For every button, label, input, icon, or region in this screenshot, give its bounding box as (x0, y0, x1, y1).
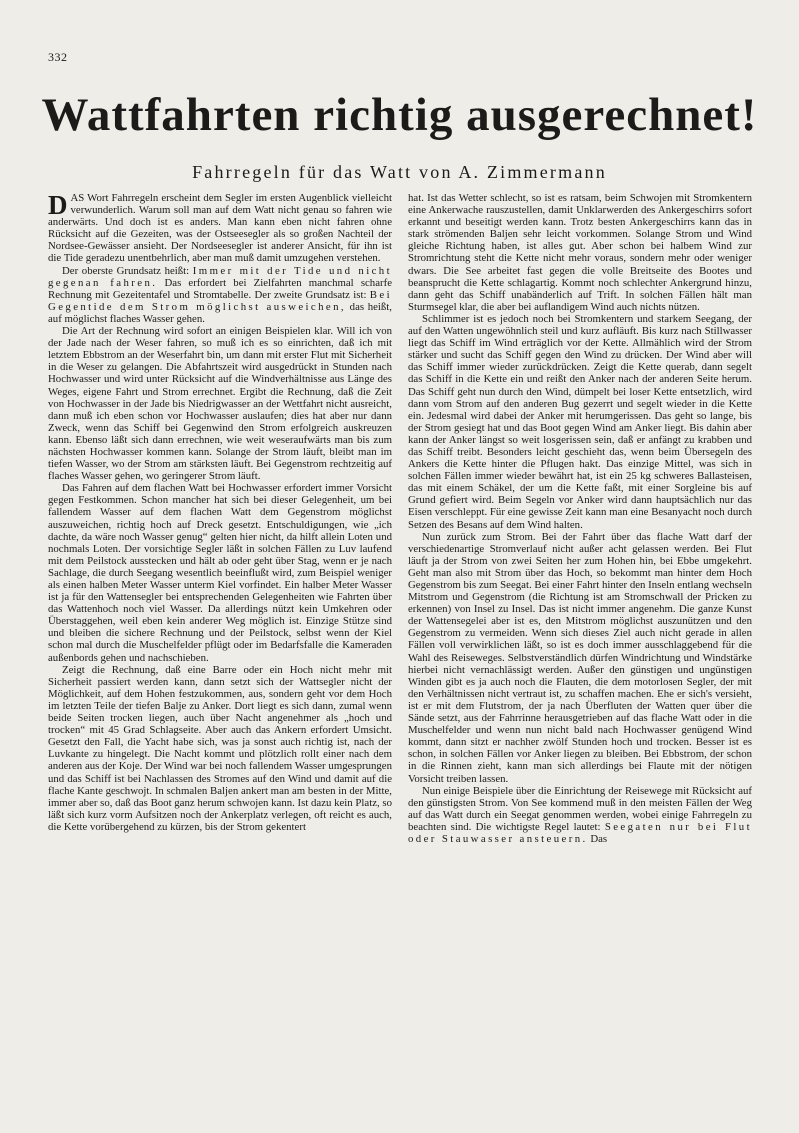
paragraph-text: Das erfordert bei Zielfahrten manchmal scharfe Rechnung mit Gezeitentafel und Stromtabelle. Der zweite Grundsatz ist: (48, 276, 392, 301)
article-title: Wattfahrten richtig ausgerechnet! (41, 89, 758, 141)
paragraph (48, 192, 392, 265)
spaced-rule: Seegaten nur bei Flut oder Stauwasser ansteuern. (408, 820, 752, 845)
paragraph: hat. Ist das Wetter schlecht, so ist es ratsam, beim Schwojen mit Stromkentern eine Ankerwache rauszustellen, damit Unklarwerden des Ankergeschirrs sofort erkannt und beseitigt werden kann. Trotz besten Ankergeschirrs kann das in stark strömenden Baljen sehr leicht vorkommen. Solange Strom und Wind gleiche Richtung haben, ist alles gut. Aber schon bei halbem Wind zur Stromrichtung steht die Kette nicht mehr voraus, sondern mehr oder weniger dwars. Die See arbeitet fast gegen die volle Breitseite des Bootes und beansprucht die Kette schlagartig. Kommt noch schlechter Ankergrund hinzu, dann geht das Schiff unabänderlich auf Trift. In solchen Fällen hält man Sturmsegel klar, die aber bei auflandigem Wind auch nichts nützen. (408, 192, 752, 313)
paragraph (408, 785, 752, 845)
paragraph-text: AS Wort Fahrregeln erscheint dem Segler im ersten Augenblick vielleicht verwunderlich. Warum soll man auf dem Watt nicht genau so fahren wie anderwärts. Und doch ist es anders. Man kann eben nicht fahren ohne Rücksicht auf die Gezeiten, was der Ostseesegler als so großen Nachteil der Nordsee-Gewässer ansieht. Der Nordseesegler ist anderer Ansicht, für ihn ist die Tide geradezu unentbehrlich, aber man muß damit umzugehen verstehen. (48, 192, 392, 265)
article-subtitle: Fahrregeln für das Watt von A. Zimmermann (192, 162, 607, 182)
column-right (408, 192, 752, 1102)
paragraph-text: Der oberste Grundsatz heißt: (62, 264, 193, 277)
paragraph: Nun zurück zum Strom. Bei der Fahrt über das flache Watt darf der verschiedenartige Stromverlauf nicht außer acht gelassen werden. Bei Flut läuft ja der Strom von zwei Seiten her zum Hohen hin, bei Ebbe umgekehrt. Geht man also mit Strom über das Hoch, so bekommt man hinter dem Hoch Gegenstrom bis zum Seegat. Bei einer Fahrt hinter den Inseln entlang wechseln Mitstrom und Gegenstrom (die Richtung ist am Stromschwall der Pricken zu erkennen) von Insel zu Insel. Das ist nicht immer angenehm. Die ganze Kunst der Wattensegelei aber ist es, den Mitstrom möglichst auszunützen und den Gegenstrom zu vermeiden. Wenn sich dieses Ziel auch nicht gerade in allen Fällen voll verwirklichen läßt, so ist es doch immer ausschlaggebend für die Wahl des Reiseweges. Selbstverständlich dürfen Windrichtung und Windstärke hierbei nicht vernachlässigt werden. Außer den günstigen und ungünstigen Winden gibt es ja auch noch die Flauten, die dem motorlosen Segler, der mit den Verhältnissen nicht vertraut ist, zu schaffen machen. Ehe er sich's versieht, ist er mit dem Flutstrom, der ja nach Überfluten der Watten quer über die Sände setzt, aus der Fahrrinne herausgetrieben auf das flache Watt oder in die Muschelfelder und wenn nun nicht bald nach Hochwasser genügend Wind kommt, dann sitzt er nachher zwölf Stunden hoch und trocken. Besser ist es schon, in solchen Fällen vor Anker liegen zu bleiben. Bei Ebbstrom, der schon in die Rinnen zieht, kann man sich allerdings bei Flaute mit der nötigen Vorsicht treiben lassen. (408, 530, 752, 785)
spaced-rule: Bei Gegentide dem Strom möglichst ausweichen, (48, 288, 392, 313)
paragraph-text: Das (587, 832, 608, 845)
drop-cap: D (48, 192, 68, 220)
paragraph: Das Fahren auf dem flachen Watt bei Hochwasser erfordert immer Vorsicht gegen Festkommen. Schon mancher hat sich bei dieser Gelegenheit, um bei fallendem Wasser auf dem flachen Watt dem Gegenstrom möglichst auszuweichen, richtig hoch auf Dreck gesetzt. Entschuldigungen, wie „ich dachte, da wäre noch Wasser genug“ gelten hier nicht, da hilft allein Loten und nochmals Loten. Der vorsichtige Segler läßt in solchen Fällen zu Luv laufend mit dem Peilstock ausstecken und hält ab oder geht über Stag, wenn er je nach Sachlage, die durch Seegang wesentlich beeinflußt wird, zum Beispiel weniger als einen halben Meter Wasser unterm Kiel vorfindet. Ein halber Meter Wasser ist ja für den Wattensegler bei entsprechenden Gelegenheiten wie Fahrten über das Wattenhoch noch viel Wasser. Da allerdings nützt kein Umkehren oder Überstaggehen, weil eben kein anderer Weg möglich ist. Einzige Stütze sind und bleiben die sichere Rechnung und der Peilstock, selbst wenn der Kiel schon mal durch die Muschelfelder pflügt oder im Bedarfsfalle die Kameraden außenbords gehen und nachschieben. (48, 482, 392, 664)
article-body (48, 192, 752, 1102)
column-left (48, 192, 392, 1102)
page-number: 332 (48, 50, 68, 64)
paragraph-text: das heißt, auf möglichst flaches Wasser gehen. (48, 300, 392, 325)
paragraph: Zeigt die Rechnung, daß eine Barre oder ein Hoch nicht mehr mit Sicherheit passiert werden kann, dann setzt sich der Wattsegler nicht der Möglichkeit, auf dem Hohen festzukommen, aus, sondern geht vor dem Hoch im letzten Teile der tiefen Balje zu Anker. Dort liegt es sich dann, zumal wenn beide Seiten trocken liegen, auch über Nacht angenehmer als „hoch und trocken“ mit 45 Grad Schlagseite. Aber auch das Ankern erfordert Umsicht. Gesetzt den Fall, die Yacht habe sich, was ja sonst auch richtig ist, nach der Luvkante zu hingelegt. Die Nacht kommt und plötzlich rollt einer nach dem anderen aus der Koje. Der Wind war bei noch fallendem Wasser umgesprungen und das Schiff ist bei Nachlassen des Stromes auf den Wind und damit auf die flache Kante geschwojt. In schmalen Baljen ankert man am besten in der Mitte, immer aber so, daß das Boot ganz herum schwojen kann. Ist dazu kein Platz, so läßt sich kurz vorm Aufsitzen noch der Ankerplatz verlegen, oft reicht es auch, die Kette vorübergehend zu kürzen, bis der Strom gekentert (48, 663, 392, 833)
spaced-rule: Immer mit der Tide und nicht gegenan fahren. (48, 264, 392, 289)
paragraph-text: Nun einige Beispiele über die Einrichtung der Reisewege mit Rücksicht auf den günstigsten Strom. Von See kommend muß in den meisten Fällen der Weg auf das Watt durch ein Seegat genommen werden, wobei einige Fahrregeln zu beachten sind. Die wichtigste Regel lautet: (408, 784, 752, 833)
paragraph: Schlimmer ist es jedoch noch bei Stromkentern und starkem Seegang, der auf den Watten ungewöhnlich steil und kurz aufläuft. Bis kurz nach Stillwasser liegt das Schiff im Wind erträglich vor der Kette. Allmählich wird der Strom stärker und sucht das Schiff gegen den Wind zu drücken. Der Wind aber will das Schiff immer wieder zurückdrücken. Zeigt die Kette querab, dann segelt das Schiff in die Kette ein und reißt den Anker nach der anderen Seite herum. Das Schiff geht nun durch den Wind, dümpelt bei loser Kette entsetzlich, wird dann vom Strom auf den anderen Bug gezerrt und segelt wieder in die Kette ein. Jedesmal wird dabei der Anker mit herumgerissen. Das geht so lange, bis der Strom gesiegt hat und das Boot gegen Wind am Anker liegt. Bis dahin aber kann der Anker längst so weit losgerissen sein, daß er anfängt zu krabben und das Schiff treibt. Besonders leicht geschieht das, wenn beim Übersegeln des Ankers die Kette hinter die Pflugen hakt. Das einzige Mittel, was sich in solchen Fällen immer wieder bewährt hat, ist ein 25 kg schweres Ballasteisen, das mit einem Schäkel, der um die Kette faßt, mit einer Sorgleine bis auf Grund gefiert wird. Beim Segeln vor Anker wird dann hauptsächlich nur das Eisen verschleppt. Für eine gewisse Zeit kann man eine Besanyacht noch durch Setzen des Besans auf dem Wind halten. (408, 312, 752, 531)
paragraph: Die Art der Rechnung wird sofort an einigen Beispielen klar. Will ich von der Jade nach der Weser fahren, so muß ich es so einrichten, daß ich mit letztem Ebbstrom an der Weserfahrt bin, um dann mit erster Flut mit Sicherheit in die Weser zu gelangen. Die Abfahrtszeit wird ausgedrückt in Stunden nach Hochwasser und wird unter Rücksicht auf die Windverhältnisse aus Länge des Weges, eigene Fahrt und Strom errechnet. Ergibt die Rechnung, daß die Zeit von Hochwasser in der Jade bis Niedrigwasser an der Wettfahrt nicht ausreicht, dann muß ich eben schon vor Hochwasser auslaufen; dies hat aber nur dann Zweck, wenn das Schiff bei Gegenwind den Strom erfolgreich auskreuzen kann. Ebenso läßt sich dann errechnen, wie weit weseraufwärts man bis zum nächsten Hochwasser kommen kann. Solange der Strom läuft, bleibt man im tiefen Wasser, wo der Strom am stärksten läuft. Bei Gegenstrom rechtzeitig auf flaches Wasser gehen, wo geringerer Strom läuft. (48, 325, 392, 483)
paragraph (48, 265, 392, 325)
